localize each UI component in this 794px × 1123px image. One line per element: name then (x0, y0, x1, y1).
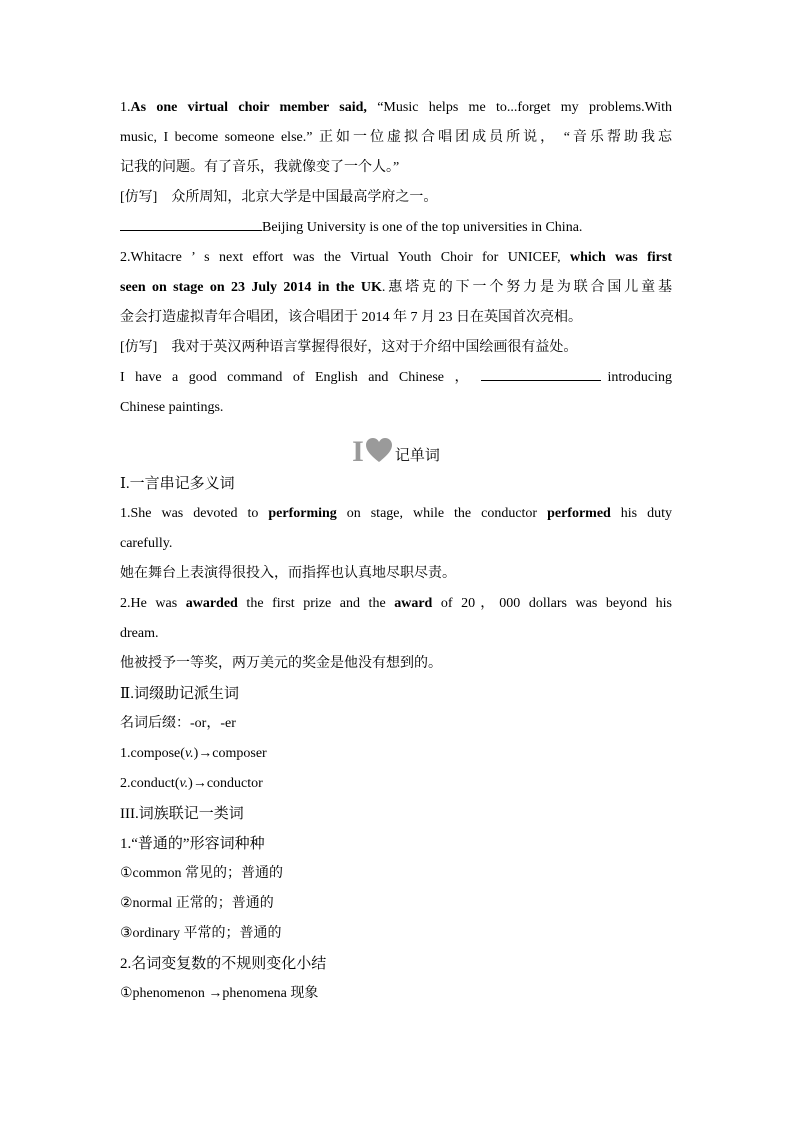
word-text: 2.conduct( (120, 776, 180, 791)
sec1-item-2-translation: 他被授予一等奖，两万美元的奖金是他没有想到的。 (120, 656, 442, 671)
heading-text: 记单词 (394, 448, 440, 464)
imitation-prompt-2: [仿写] 我对于英汉两种语言掌握得很好，这对于介绍中国绘画很有益处。 (120, 340, 578, 355)
key-phrase: As one virtual choir member said, (130, 100, 367, 115)
part-of-speech: v. (184, 746, 194, 761)
example-1-line-1 (120, 93, 672, 123)
sentence-text: the first prize and the (237, 596, 395, 611)
sentence-text: introducing (607, 370, 672, 385)
example-2-line-2 (120, 273, 672, 303)
word-text: )→composer (193, 746, 267, 761)
imitation-prompt-1: [仿写] 众所周知，北京大学是中国最高学府之一。 (120, 190, 438, 205)
group-1-item: ①common 常见的；普通的 (120, 866, 284, 881)
key-word: performed (547, 506, 611, 521)
document-content (120, 93, 672, 1009)
suffix-label: 名词后缀：-or，-er (120, 716, 236, 731)
heart-icon (365, 437, 393, 463)
answer-blank[interactable] (120, 216, 262, 231)
group-1-item: ③ordinary 平常的；普通的 (120, 926, 282, 941)
sec1-item-1-translation: 她在舞台上表演得很投入，而指挥也认真地尽职尽责。 (120, 566, 456, 581)
sentence-text: 2.He was (120, 596, 186, 611)
sec1-item-2-cont: dream. (120, 626, 159, 641)
word-text: 1.compose( (120, 746, 185, 761)
key-phrase: which was first (570, 250, 672, 265)
answer-blank[interactable] (481, 366, 601, 381)
section-2-title: Ⅱ.词缀助记派生词 (120, 686, 239, 702)
group-1-title: 1.“普通的”形容词种种 (120, 836, 265, 852)
sentence-text: .惠塔克的下一个努力是为联合国儿童基 (381, 280, 673, 295)
key-word: award (394, 596, 433, 611)
sec2-item-1 (120, 739, 672, 769)
imitation-answer-2 (120, 363, 672, 393)
group-2-title: 2.名词变复数的不规则变化小结 (120, 956, 327, 972)
sec1-item-2 (120, 589, 672, 619)
part-of-speech: v. (179, 776, 189, 791)
heading-letter: I (352, 435, 364, 468)
example-2-line-1 (120, 243, 672, 273)
section-heading (120, 425, 672, 467)
sentence-text: on stage, while the conductor (336, 506, 548, 521)
sentence-text: “Music helps me to...forget my problems.With (366, 100, 673, 115)
key-word: awarded (185, 596, 238, 611)
example-1-line-2: music, I become someone else.” 正如一位虚拟合唱团成员所说， “音乐帮助我忘 (120, 130, 672, 145)
sentence-text: 2.Whitacre ’ s next effort was the Virtual Youth Choir for UNICEF, (120, 250, 571, 265)
sentence-text: his duty (610, 506, 672, 521)
key-phrase: seen on stage on 23 July 2014 in the UK (120, 280, 382, 295)
key-word: performing (268, 506, 337, 521)
sec1-item-1 (120, 499, 672, 529)
sentence-text: I have a good command of English and Chinese ， (120, 370, 476, 385)
imitation-answer-1 (120, 213, 672, 243)
example-2-line-3: 金会打造虚拟青年合唱团，该合唱团于 2014 年 7 月 23 日在英国首次亮相。 (120, 310, 582, 325)
sentence-text: 1.She was devoted to (120, 506, 269, 521)
example-1-line-3: 记我的问题。有了音乐，我就像变了一个人。” (120, 160, 400, 175)
sec1-item-1-cont: carefully. (120, 536, 173, 551)
item-number: 1. (120, 100, 131, 115)
imitation-answer-2-cont: Chinese paintings. (120, 400, 224, 415)
sentence-text: Beijing University is one of the top universities in China. (262, 220, 583, 235)
sentence-text: of 20，000 dollars was beyond his (432, 596, 672, 611)
section-3-title: III.词族联记一类词 (120, 806, 244, 822)
group-1-item: ②normal 正常的；普通的 (120, 896, 274, 911)
group-2-item: ①phenomenon →phenomena 现象 (120, 986, 319, 1001)
word-text: )→conductor (188, 776, 263, 791)
section-1-title: Ⅰ.一言串记多义词 (120, 476, 235, 492)
sec2-item-2 (120, 769, 672, 799)
